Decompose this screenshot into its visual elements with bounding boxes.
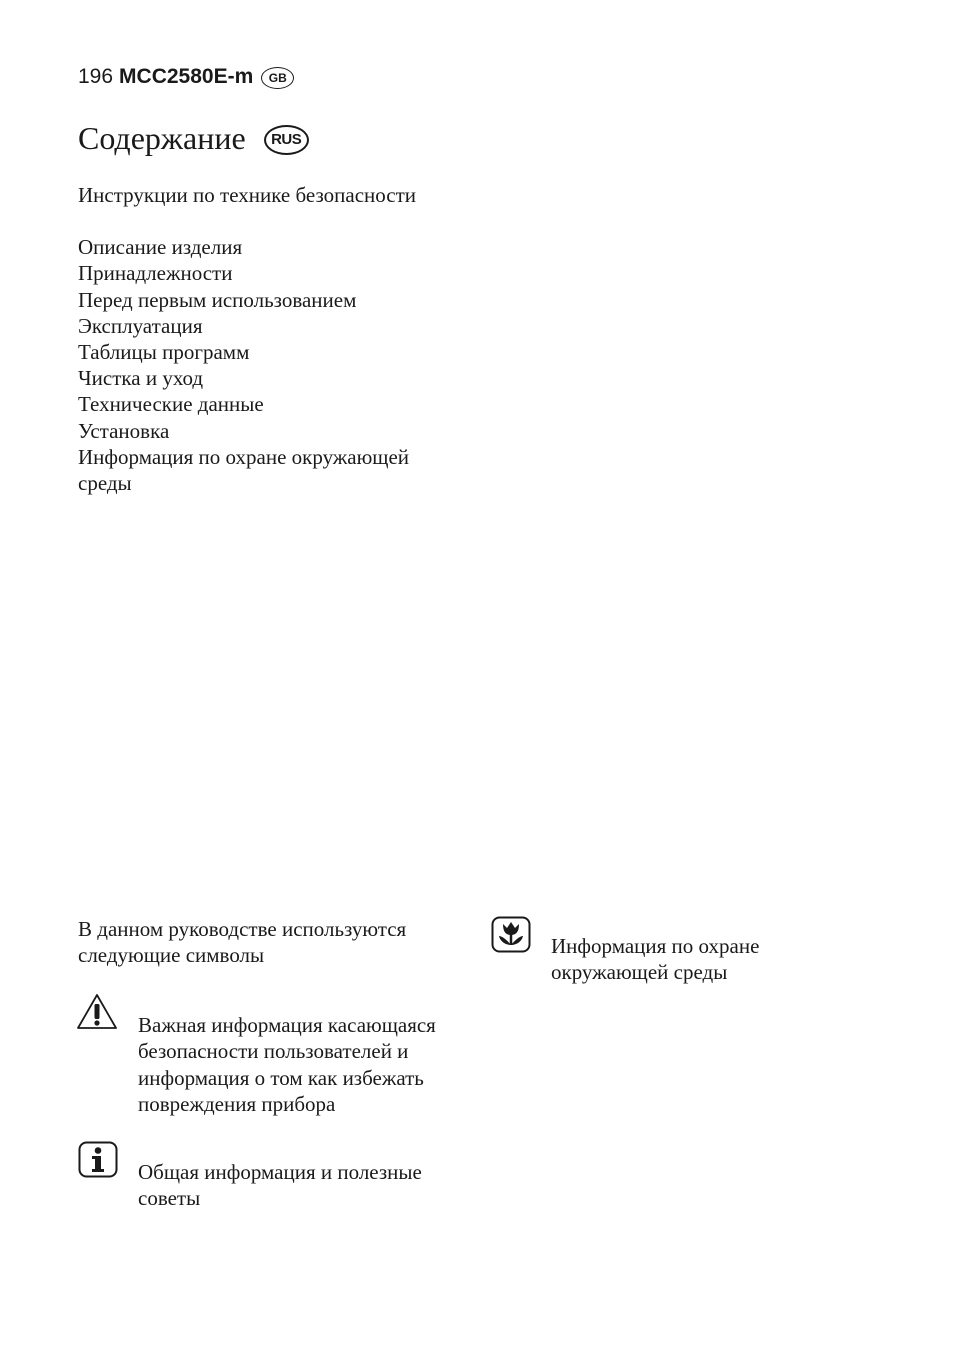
toc-item-technical-data[interactable]: Технические данные [78, 392, 264, 417]
contents-title-row [78, 118, 309, 158]
language-badge-rus: RUS [264, 125, 309, 155]
toc-item-description[interactable]: Описание изделия [78, 235, 243, 260]
page-number: 196 [78, 65, 114, 88]
toc-item-environment[interactable]: Информация по охране окружающей среды [78, 444, 410, 496]
symbols-intro: В данном руководстве используются следующие символы [78, 917, 407, 968]
table-of-contents [78, 182, 458, 496]
toc-item-first-use[interactable]: Перед первым использованием [78, 287, 357, 312]
toc-item-safety[interactable]: Инструкции по технике безопасности [78, 183, 417, 207]
contents-title: Содержание [78, 120, 246, 156]
warning-text: Важная информация касающаяся безопасности пользователей и информация о том как избежать повреждения прибора [138, 1013, 436, 1117]
info-text: Общая информация и полезные советы [138, 1160, 422, 1211]
toc-item-program-tables[interactable]: Таблицы программ [78, 340, 250, 365]
page-header [78, 64, 294, 90]
toc-item-installation[interactable]: Установка [78, 418, 170, 443]
environment-flower-icon [491, 916, 531, 953]
model-name: MCC2580E-m [119, 65, 254, 88]
toc-item-accessories[interactable]: Принадлежности [78, 261, 233, 286]
info-icon [78, 1141, 118, 1178]
toc-item-operation[interactable]: Эксплуатация [78, 313, 203, 338]
language-badge-gb: GB [261, 67, 294, 89]
environment-text: Информация по охране окружающей среды [551, 934, 760, 985]
toc-item-cleaning[interactable]: Чистка и уход [78, 366, 204, 391]
warning-triangle-icon [76, 993, 118, 1031]
